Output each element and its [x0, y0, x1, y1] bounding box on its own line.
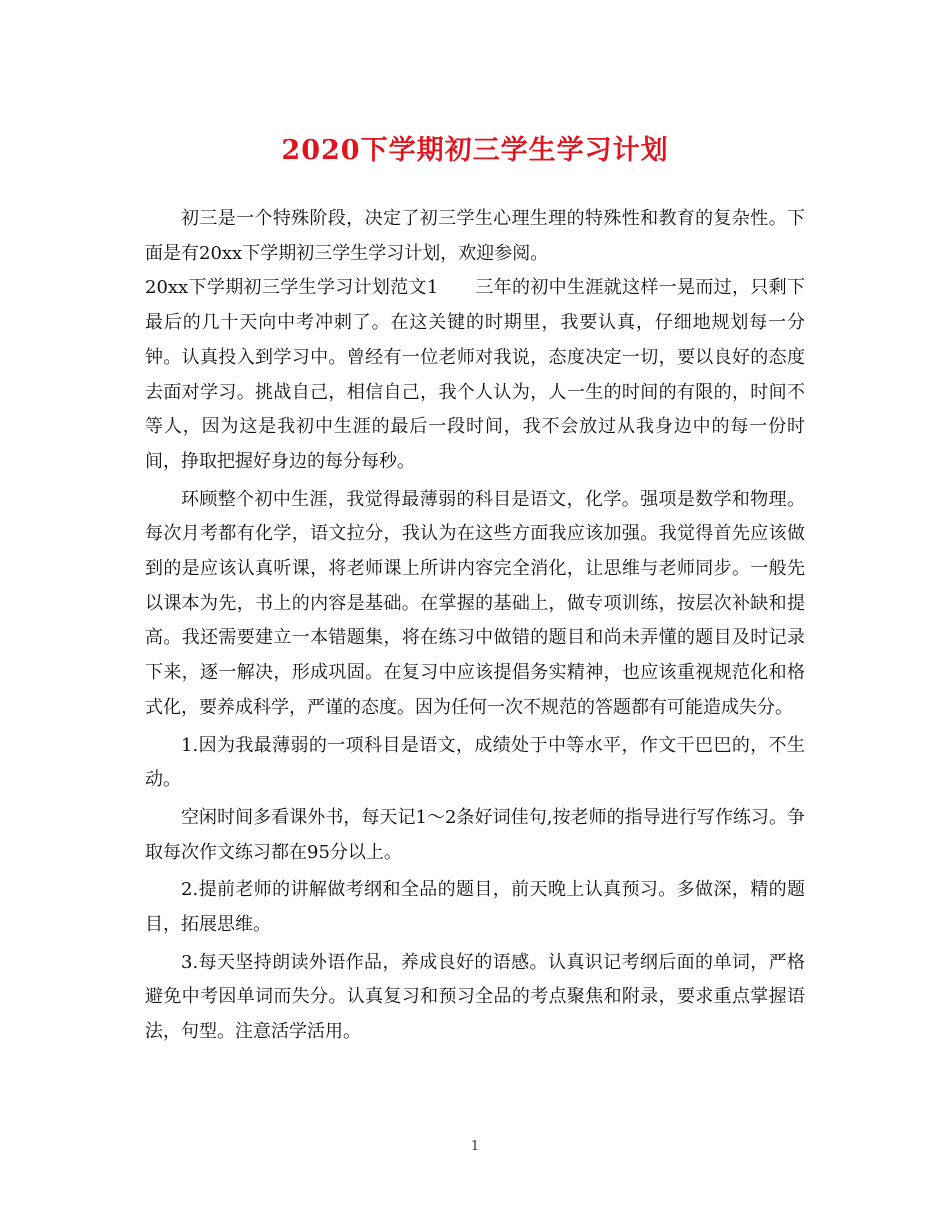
point-3-paragraph: 3.每天坚持朗读外语作品，养成良好的语感。认真识记考纲后面的单词，严格避免中考因单词而失分。认真复习和预习全品的考点聚焦和附录，要求重点掌握语法，句型。注意活学活用。 — [145, 951, 805, 1043]
page-number: 1 — [470, 1139, 480, 1154]
sample-essay-paragraph: 20xx下学期初三学生学习计划范文1 三年的初中生涯就这样一晃而过，只剩下最后的几十天向中考冲刺了。在这关键的时期里，我要认真，仔细地规划每一分钟。认真投入到学习中。曾经有一位老师对我说，态度决定一切，要以良好的态度去面对学习。挑战自己，相信自己，我个人认为，人一生的时间的有限的，时间不等人，因为这是我初中生涯的最后一段时间，我不会放过从我身边中的每一份时间，挣取把握好身边的每分每秒。 — [145, 277, 805, 472]
intro-paragraph: 初三是一个特殊阶段，决定了初三学生心理生理的特殊性和教育的复杂性。下面是有20xx下学期初三学生学习计划，欢迎参阅。 — [145, 208, 805, 264]
document-title: 2020下学期初三学生学习计划 — [281, 135, 669, 166]
review-paragraph: 环顾整个初中生涯，我觉得最薄弱的科目是语文，化学。强项是数学和物理。每次月考都有化学，语文拉分，我认为在这些方面我应该加强。我觉得首先应该做到的是应该认真听课，将老师课上所讲内容完全消化，让思维与老师同步。一般先以课本为先，书上的内容是基础。在掌握的基础上，做专项训练，按层次补缺和提高。我还需要建立一本错题集，将在练习中做错的题目和尚未弄懂的题目及时记录下来，逐一解决，形成巩固。在复习中应该提倡务实精神，也应该重视规范化和格式化，要养成科学，严谨的态度。因为任何一次不规范的答题都有可能造成失分。 — [145, 488, 805, 718]
free-time-paragraph: 空闲时间多看课外书，每天记1～2条好词佳句,按老师的指导进行写作练习。争取每次作文练习都在95分以上。 — [145, 806, 805, 863]
point-2-paragraph: 2.提前老师的讲解做考纲和全品的题目，前天晚上认真预习。多做深，精的题目，拓展思维。 — [145, 879, 805, 936]
document-body — [145, 202, 805, 1050]
point-1-paragraph: 1.因为我最薄弱的一项科目是语文，成绩处于中等水平，作文干巴巴的，不生动。 — [145, 734, 805, 791]
